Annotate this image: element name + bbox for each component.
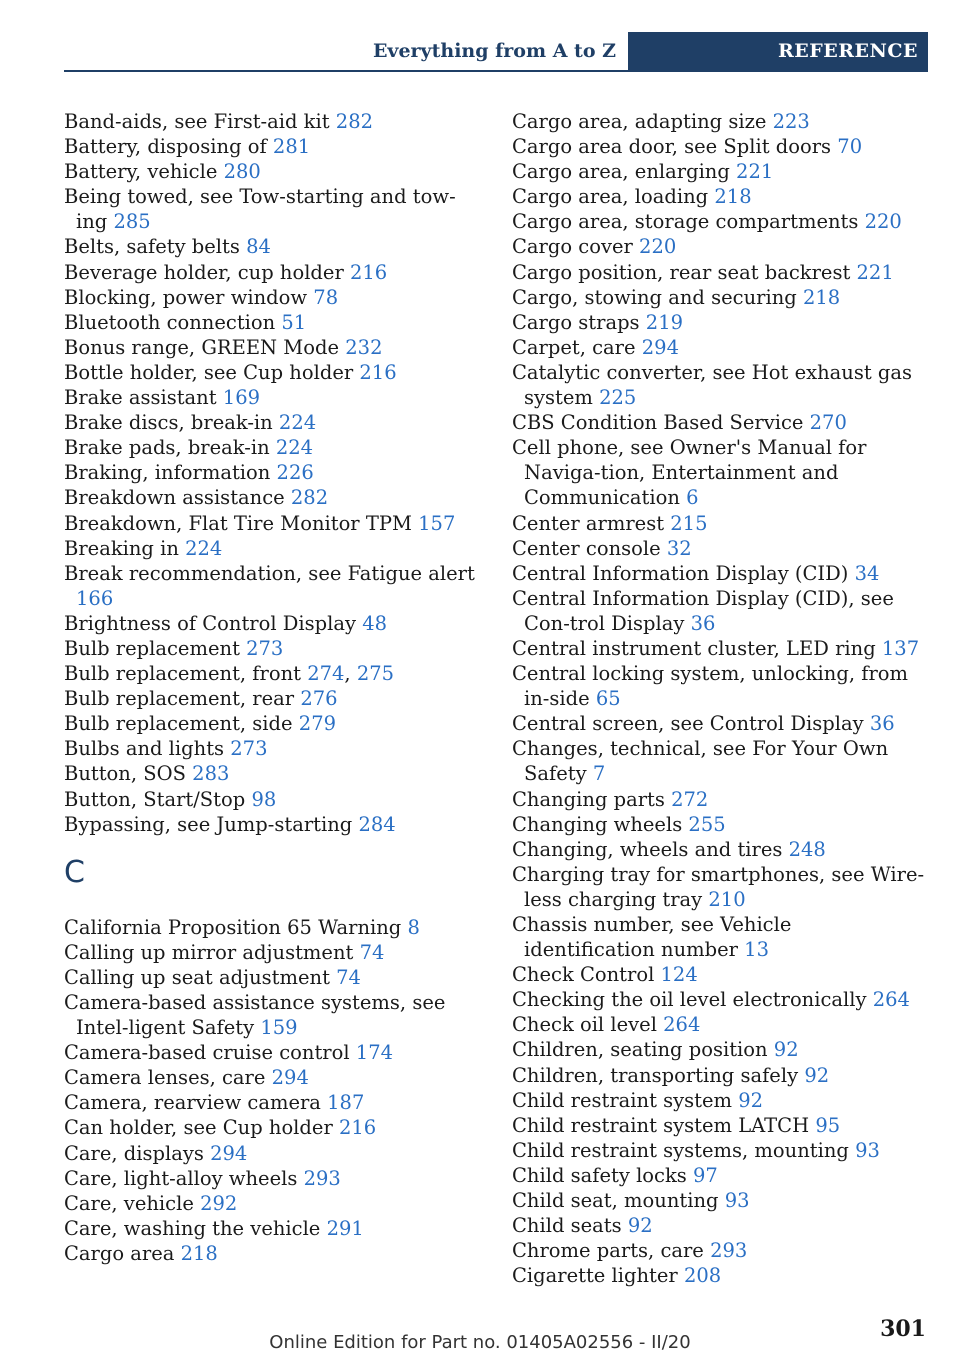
- page-link[interactable]: 273: [230, 737, 268, 761]
- page-header: [64, 32, 928, 72]
- page-link[interactable]: 32: [666, 536, 692, 560]
- index-term: Blocking, power window: [64, 285, 308, 309]
- index-term: Bulb replacement, side: [64, 712, 293, 736]
- page-link[interactable]: 36: [690, 611, 716, 635]
- index-entry: [64, 460, 484, 485]
- index-entry: [512, 159, 928, 184]
- index-term: Care, vehicle: [64, 1191, 194, 1215]
- page-link[interactable]: 292: [200, 1191, 238, 1215]
- index-entry: [512, 837, 928, 862]
- page-link[interactable]: 216: [338, 1116, 377, 1140]
- index-entry: [64, 686, 484, 711]
- index-term: Battery, vehicle: [64, 160, 218, 184]
- index-term: Chrome parts, care: [512, 1239, 704, 1263]
- index-entry: [512, 536, 928, 561]
- index-term: Bulb replacement: [64, 636, 240, 660]
- index-entry: [64, 335, 484, 360]
- page-link[interactable]: 224: [278, 411, 317, 435]
- index-entry: [512, 310, 928, 335]
- index-entry: [64, 915, 484, 940]
- index-entry: [64, 360, 484, 385]
- index-entry: [64, 990, 484, 1040]
- page-link[interactable]: 218: [180, 1241, 218, 1265]
- index-entry: [64, 184, 484, 234]
- page-link[interactable]: 174: [355, 1041, 394, 1065]
- index-entry: [512, 912, 928, 962]
- index-term: Central screen, see Control Display: [512, 712, 864, 736]
- page-link[interactable]: 226: [276, 461, 314, 485]
- index-entry: [512, 184, 928, 209]
- index-term: Child seat, mounting: [512, 1189, 719, 1213]
- page-footer: [0, 1316, 960, 1356]
- index-term: Catalytic converter, see Hot exhaust gas system: [512, 360, 913, 410]
- edition-note: Online Edition for Part no. 01405A02556 - II/20: [269, 1332, 691, 1353]
- index-entry: [512, 586, 928, 636]
- index-entry: [512, 1113, 928, 1138]
- page-link[interactable]: 218: [714, 185, 752, 209]
- index-term: Break recommendation, see Fatigue alert: [64, 561, 475, 585]
- index-term: Cargo area, loading: [512, 185, 709, 209]
- index-term: CBS Condition Based Service: [512, 411, 804, 435]
- index-term: Child restraint system LATCH: [512, 1113, 810, 1137]
- page-link[interactable]: 169: [222, 386, 261, 410]
- index-entry: [512, 1012, 928, 1037]
- index-term: Changing wheels: [512, 812, 683, 836]
- index-entry: [64, 561, 484, 611]
- index-entry: [64, 234, 484, 259]
- index-entry: [64, 1191, 484, 1216]
- index-term: Being towed, see Tow-starting and tow-ing: [64, 185, 456, 234]
- index-entry: [512, 511, 928, 536]
- index-term: Cargo area, enlarging: [512, 160, 730, 184]
- index-term: Center armrest: [512, 511, 665, 535]
- page-link[interactable]: 219: [645, 310, 684, 334]
- index-entry: [64, 711, 484, 736]
- index-term: Child restraint systems, mounting: [512, 1138, 849, 1162]
- index-term: Bulb replacement, front: [64, 662, 301, 686]
- page-link[interactable]: 282: [335, 110, 374, 133]
- index-term: Band-aids, see First-aid kit: [64, 110, 330, 133]
- page-link[interactable]: 294: [641, 335, 679, 359]
- index-entry: [512, 1238, 928, 1263]
- index-term: Braking, information: [64, 461, 271, 485]
- index-term: Cigarette lighter: [512, 1264, 678, 1288]
- page-link[interactable]: 284: [358, 812, 396, 836]
- index-entry: [64, 536, 484, 561]
- index-entry: [64, 636, 484, 661]
- index-entry: [512, 787, 928, 812]
- page-link[interactable]: 264: [663, 1013, 701, 1037]
- page-link[interactable]: 223: [772, 110, 810, 133]
- page-link[interactable]: 74: [336, 965, 361, 989]
- index-entry: [64, 109, 484, 134]
- index-entry: [64, 1040, 484, 1065]
- page-link[interactable]: 92: [627, 1214, 653, 1238]
- page-link[interactable]: 70: [837, 135, 863, 159]
- page-link[interactable]: 7: [592, 762, 606, 786]
- index-entry: [512, 260, 928, 285]
- page-link[interactable]: 280: [223, 160, 261, 184]
- index-term: Bonus range, GREEN Mode: [64, 335, 340, 359]
- page-link[interactable]: 274: [307, 662, 345, 686]
- index-term: Breaking in: [64, 536, 179, 560]
- index-entry: [512, 134, 928, 159]
- index-term: Changing parts: [512, 787, 665, 811]
- index-term: Cargo, stowing and securing: [512, 285, 797, 309]
- page-link[interactable]: 224: [185, 536, 223, 560]
- index-term: Children, transporting safely: [512, 1063, 799, 1087]
- page-link[interactable]: 221: [856, 260, 894, 284]
- index-entry: [64, 1241, 484, 1266]
- page-link[interactable]: 232: [345, 335, 383, 359]
- page-link[interactable]: 159: [260, 1016, 298, 1040]
- page-link[interactable]: 224: [275, 436, 314, 460]
- index-column-right: [512, 109, 928, 1288]
- index-term: Brake pads, break-in: [64, 436, 270, 460]
- index-term: Bottle holder, see Cup holder: [64, 360, 354, 384]
- page-link[interactable]: 187: [327, 1091, 365, 1115]
- index-term: Care, light-alloy wheels: [64, 1166, 298, 1190]
- index-entry: [512, 636, 928, 661]
- index-term: Central instrument cluster, LED ring: [512, 636, 876, 660]
- page-link[interactable]: 36: [869, 712, 895, 736]
- index-term: Center console: [512, 536, 661, 560]
- index-entry: [512, 987, 928, 1012]
- index-term: Brake assistant: [64, 386, 217, 410]
- index-entry: [512, 209, 928, 234]
- index-term: Check Control: [512, 963, 655, 987]
- index-entry: [64, 965, 484, 990]
- page-link[interactable]: 276: [300, 687, 338, 711]
- index-term: Cell phone, see Owner's Manual for Naviga-tion, Entertainment and Communication: [512, 436, 867, 510]
- index-term: Battery, disposing of: [64, 135, 267, 159]
- index-entry: [512, 1213, 928, 1238]
- index-term: Charging tray for smartphones, see Wire-less charging tray: [512, 862, 925, 911]
- index-entry: [512, 335, 928, 360]
- index-term: Cargo area: [64, 1241, 175, 1265]
- page-link[interactable]: 216: [349, 260, 388, 284]
- page-link[interactable]: 221: [736, 160, 774, 184]
- index-entry: Bulb replacement, front 274, 275: [64, 662, 395, 686]
- index-term: Chassis number, see Vehicle identification number: [512, 913, 792, 962]
- index-entry: [64, 940, 484, 965]
- page-link[interactable]: 270: [809, 411, 847, 435]
- page-link[interactable]: 210: [708, 887, 746, 911]
- page-link[interactable]: 98: [251, 787, 277, 811]
- index-entry: [64, 812, 484, 837]
- index-entry: [64, 159, 484, 184]
- index-term: Brightness of Control Display: [64, 611, 357, 635]
- index-entry: [512, 561, 928, 586]
- index-term: Central locking system, unlocking, from in-side: [512, 662, 908, 711]
- index-term: Child restraint system: [512, 1088, 733, 1112]
- index-entry: [512, 661, 928, 711]
- index-entry: [64, 134, 484, 159]
- index-term: Bypassing, see Jump-starting: [64, 812, 353, 836]
- index-entry: [512, 109, 928, 134]
- page-link[interactable]: 293: [303, 1166, 341, 1190]
- index-entry: [512, 435, 928, 510]
- page-link[interactable]: 283: [192, 762, 230, 786]
- page-link[interactable]: 294: [271, 1066, 309, 1090]
- index-letter-heading: C: [64, 854, 85, 890]
- page-link[interactable]: 74: [359, 940, 385, 964]
- page-link[interactable]: 255: [688, 812, 726, 836]
- reference-tab: REFERENCE: [628, 32, 928, 70]
- page-link[interactable]: 273: [246, 636, 284, 660]
- page-link[interactable]: 84: [246, 235, 271, 259]
- index-term: Camera-based assistance systems, see Intel-ligent Safety: [64, 991, 446, 1040]
- index-term: Cargo area, storage compartments: [512, 210, 859, 234]
- page-link[interactable]: 218: [802, 285, 841, 309]
- index-entry: [64, 485, 484, 510]
- page-number: 301: [880, 1316, 926, 1342]
- index-term: Bulbs and lights: [64, 737, 225, 761]
- index-term: Care, displays: [64, 1141, 204, 1165]
- index-entry: [64, 1141, 484, 1166]
- index-term: Breakdown, Flat Tire Monitor TPM: [64, 511, 412, 535]
- page-link[interactable]: 65: [595, 687, 621, 711]
- page-link[interactable]: 294: [210, 1141, 248, 1165]
- page-link[interactable]: 95: [815, 1113, 841, 1137]
- index-term: Camera lenses, care: [64, 1066, 266, 1090]
- index-entry: [64, 1090, 484, 1115]
- index-term: Cargo cover: [512, 235, 633, 259]
- index-term: Can holder, see Cup holder: [64, 1116, 333, 1140]
- index-term: Breakdown assistance: [64, 486, 285, 510]
- index-term: Changing, wheels and tires: [512, 837, 783, 861]
- index-entry: [64, 435, 484, 460]
- index-entry: [64, 1115, 484, 1140]
- index-entry: [512, 1188, 928, 1213]
- index-term: Child seats: [512, 1214, 622, 1238]
- index-term: Camera-based cruise control: [64, 1041, 350, 1065]
- page-link[interactable]: 92: [738, 1088, 764, 1112]
- page-link[interactable]: 78: [313, 285, 339, 309]
- index-term: Cargo position, rear seat backrest: [512, 260, 851, 284]
- index-term: Cargo area, adapting size: [512, 110, 767, 133]
- page-link[interactable]: 282: [290, 486, 329, 510]
- index-term: Brake discs, break-in: [64, 411, 273, 435]
- index-term: California Proposition 65 Warning: [64, 915, 402, 939]
- page-link[interactable]: 208: [683, 1264, 722, 1288]
- index-term: Changes, technical, see For Your Own Safety: [512, 737, 889, 786]
- index-entry: [512, 812, 928, 837]
- index-entry: [512, 1088, 928, 1113]
- index-entry: [512, 862, 928, 912]
- index-term: Bulb replacement, rear: [64, 687, 295, 711]
- page-link[interactable]: 51: [281, 310, 307, 334]
- index-entry: [64, 787, 484, 812]
- index-term: Calling up seat adjustment: [64, 965, 330, 989]
- page-link[interactable]: 157: [418, 511, 456, 535]
- page-link[interactable]: 225: [599, 386, 637, 410]
- page-link[interactable]: 8: [407, 915, 420, 939]
- index-entry: [512, 285, 928, 310]
- page-link[interactable]: 264: [872, 988, 910, 1012]
- index-entry: [64, 1166, 484, 1191]
- index-entry: [64, 285, 484, 310]
- index-entry: [512, 1163, 928, 1188]
- index-entry: [64, 410, 484, 435]
- index-term: Cargo straps: [512, 310, 640, 334]
- index-entry: [64, 385, 484, 410]
- page-link[interactable]: 216: [359, 360, 397, 384]
- index-entry: [64, 736, 484, 761]
- index-term: Carpet, care: [512, 335, 636, 359]
- index-entry: [512, 711, 928, 736]
- index-term: Bluetooth connection: [64, 310, 276, 334]
- page-link[interactable]: 13: [744, 938, 769, 962]
- page-link[interactable]: 97: [693, 1163, 718, 1187]
- index-entry: [64, 310, 484, 335]
- page-link[interactable]: 92: [773, 1038, 799, 1062]
- index-term: Belts, safety belts: [64, 235, 240, 259]
- index-entry: [512, 962, 928, 987]
- page-link[interactable]: 93: [855, 1138, 880, 1162]
- page-link[interactable]: 6: [686, 486, 699, 510]
- index-term: Button, Start/Stop: [64, 787, 246, 811]
- page-link[interactable]: 215: [670, 511, 708, 535]
- page-link[interactable]: 248: [788, 837, 826, 861]
- index-entry: [64, 1216, 484, 1241]
- index-entry: [512, 410, 928, 435]
- page-link[interactable]: 291: [326, 1216, 364, 1240]
- page-link[interactable]: 48: [362, 611, 388, 635]
- index-entry: [512, 736, 928, 786]
- index-entry: [64, 1065, 484, 1090]
- index-term: Central Information Display (CID): [512, 561, 849, 585]
- page-link[interactable]: 272: [671, 787, 709, 811]
- page-link[interactable]: 285: [113, 210, 151, 234]
- index-term: Children, seating position: [512, 1038, 768, 1062]
- index-term: Check oil level: [512, 1013, 657, 1037]
- index-term: Child safety locks: [512, 1163, 687, 1187]
- index-term: Calling up mirror adjustment: [64, 940, 354, 964]
- page-link[interactable]: 166: [76, 586, 114, 610]
- index-entry: [64, 511, 484, 536]
- section-title: Everything from A to Z: [372, 40, 616, 62]
- index-term: Checking the oil level electronically: [512, 988, 867, 1012]
- index-entry: [64, 611, 484, 636]
- page-link[interactable]: 293: [710, 1239, 748, 1263]
- index-entry: [512, 234, 928, 259]
- page-link[interactable]: 220: [639, 235, 677, 259]
- index-entry: [512, 1263, 928, 1288]
- index-entry: [64, 761, 484, 786]
- index-term: Beverage holder, cup holder: [64, 260, 344, 284]
- page-link[interactable]: 137: [881, 636, 920, 660]
- page-link[interactable]: 220: [864, 210, 902, 234]
- page-link[interactable]: 275: [356, 662, 395, 686]
- index-term: Camera, rearview camera: [64, 1091, 321, 1115]
- page-link[interactable]: 281: [272, 135, 311, 159]
- index-entry: [512, 1138, 928, 1163]
- index-term: Cargo area door, see Split doors: [512, 135, 832, 159]
- page-link[interactable]: 34: [854, 561, 880, 585]
- index-column-left: [64, 109, 484, 1266]
- index-entry: [512, 1063, 928, 1088]
- page-link[interactable]: 92: [804, 1063, 830, 1087]
- index-entry: [512, 1037, 928, 1062]
- index-term: Central Information Display (CID), see Con-trol Display: [512, 586, 894, 635]
- page-link[interactable]: 279: [298, 712, 337, 736]
- index-entry: [64, 260, 484, 285]
- index-term: Button, SOS: [64, 762, 186, 786]
- page-link[interactable]: 124: [660, 963, 698, 987]
- index-term: Care, washing the vehicle: [64, 1216, 321, 1240]
- page-link[interactable]: 93: [724, 1189, 750, 1213]
- index-entry: [512, 360, 928, 410]
